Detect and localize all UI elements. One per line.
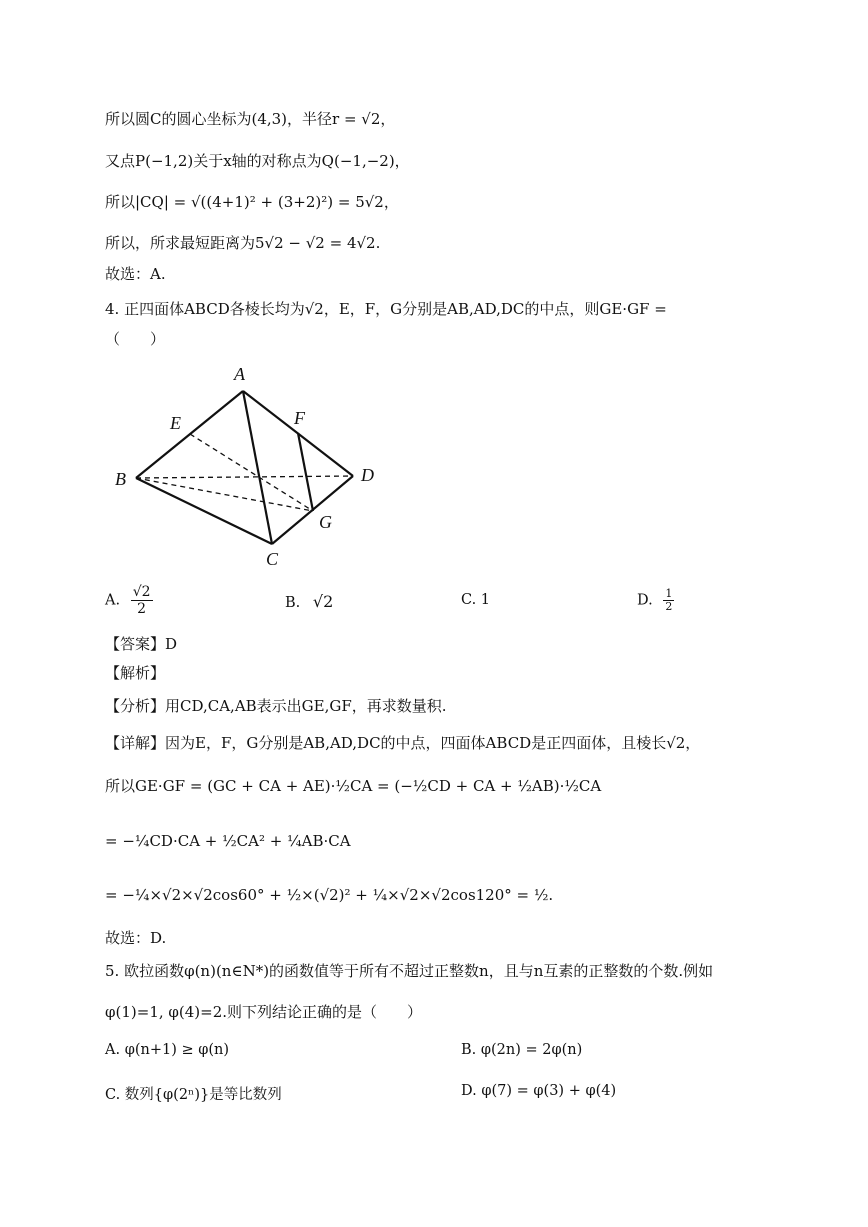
point-label-e: E — [170, 413, 181, 433]
q4-detail-line-4: = −¼×√2×√2cos60° + ½×(√2)² + ¼×√2×√2cos120° = ½. — [105, 886, 554, 904]
q4-option-b-label: B. — [285, 595, 301, 611]
edge-bd-dashed — [136, 476, 353, 478]
question-4-paren: （ ） — [105, 330, 166, 348]
edge-ac — [243, 391, 272, 544]
q4-option-a-denominator: 2 — [137, 601, 147, 617]
vertex-label-a: A — [234, 364, 245, 384]
edge-ab — [136, 391, 243, 478]
point-label-g: G — [319, 512, 332, 532]
q4-detail-line-2: 所以GE·GF = (GC + CA + AE)·½CA = (−½CD + CA + ½AB)·½CA — [105, 777, 602, 795]
q4-option-b — [285, 592, 333, 611]
q5-option-d: D. φ(7) = φ(3) + φ(4) — [461, 1083, 617, 1099]
q4-answer: 【答案】D — [105, 635, 178, 653]
q4-option-a-numerator: √2 — [132, 584, 151, 600]
q4-detail-line-1: 【详解】因为E，F，G分别是AB,AD,DC的中点，四面体ABCD是正四面体，且棱长√2， — [105, 734, 701, 752]
vertex-label-d: D — [361, 465, 374, 485]
vertex-label-c: C — [266, 549, 279, 569]
q4-option-d-denominator: 2 — [665, 600, 673, 613]
q5-option-b: B. φ(2n) = 2φ(n) — [461, 1042, 583, 1058]
q4-option-d — [637, 588, 674, 613]
segment-bg-dashed — [136, 478, 313, 511]
q4-option-d-fraction — [663, 588, 674, 613]
q4-analysis-summary: 【分析】用CD,CA,AB表示出GE,GF，再求数量积. — [105, 697, 447, 715]
q4-option-c: C. 1 — [461, 592, 491, 608]
q4-choice-d: 故选：D. — [105, 929, 167, 947]
q4-detail-line-3: = −¼CD·CA + ½CA² + ¼AB·CA — [105, 832, 351, 850]
question-5-stem-line-2: φ(1)=1, φ(4)=2.则下列结论正确的是（ ） — [105, 1003, 423, 1021]
solution-line-symmetric-point: 又点P(−1,2)关于x轴的对称点为Q(−1,−2)， — [105, 152, 410, 170]
solution-line-cq-distance: 所以|CQ| = √((4+1)² + (3+2)²) = 5√2， — [105, 193, 399, 211]
q4-option-d-label: D. — [637, 592, 653, 609]
q4-option-b-value: √2 — [312, 592, 334, 611]
q5-option-c: C. 数列{φ(2ⁿ)}是等比数列 — [105, 1087, 282, 1103]
q4-option-a-fraction — [131, 584, 153, 617]
solution-line-shortest-distance: 所以，所求最短距离为5√2 − √2 = 4√2. — [105, 234, 381, 252]
q4-option-a — [105, 584, 153, 617]
question-4-stem: 4. 正四面体ABCD各棱长均为√2，E，F，G分别是AB,AD,DC的中点，则GE·GF = — [105, 300, 667, 318]
q4-analysis-heading: 【解析】 — [105, 664, 166, 682]
solution-choice-a: 故选：A. — [105, 265, 166, 283]
q4-option-d-numerator: 1 — [665, 587, 673, 600]
solution-line-center: 所以圆C的圆心坐标为(4,3)，半径r = √2， — [105, 110, 396, 128]
question-5-stem-line-1: 5. 欧拉函数φ(n)(n∈N*)的函数值等于所有不超过正整数n，且与n互素的正整数的个数.例如 — [105, 962, 714, 980]
q4-option-a-label: A. — [105, 592, 121, 609]
q5-option-a: A. φ(n+1) ≥ φ(n) — [105, 1042, 230, 1058]
tetrahedron-figure — [105, 360, 395, 575]
point-label-f: F — [294, 408, 305, 428]
edge-bc — [136, 478, 272, 544]
vertex-label-b: B — [115, 469, 126, 489]
